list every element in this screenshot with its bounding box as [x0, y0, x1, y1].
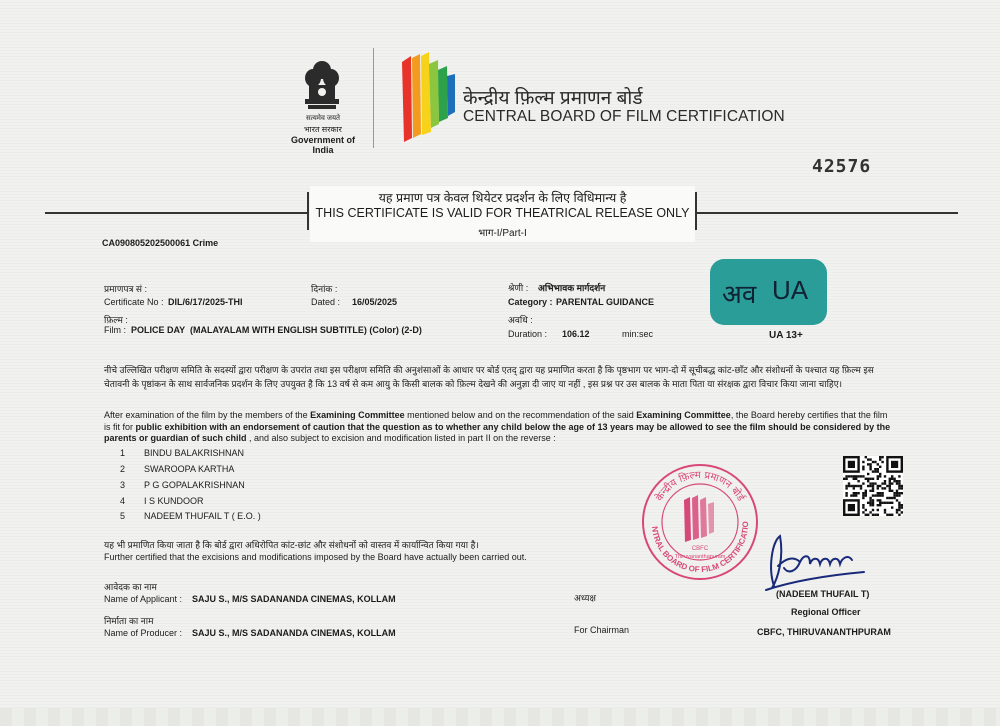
committee-name: BINDU BALAKRISHNAN [144, 448, 245, 458]
signature [760, 528, 870, 594]
banner-rule-left [45, 212, 308, 214]
duration-label: Duration : [508, 329, 548, 339]
duration-hindi: अवधि : [508, 315, 533, 325]
signatory-title: Regional Officer [791, 607, 861, 617]
body-en-3: , the Board hereby certifies that the film is fit for [104, 410, 888, 432]
committee-no: 2 [120, 464, 126, 474]
body-en-1: After examination of the film by the members of the [104, 410, 311, 420]
serial-number: 42576 [812, 156, 872, 177]
banner-rule-right [696, 212, 958, 214]
cbfc-logo [398, 52, 458, 146]
cert-no-label: Certificate No : [104, 297, 164, 307]
banner-hindi: यह प्रमाण पत्र केवल थियेटर प्रदर्शन के लिए विधिमान्य है [378, 191, 627, 205]
category-value: PARENTAL GUIDANCE [556, 297, 655, 307]
body-en-2: mentioned below and on the recommendation of the said [404, 410, 637, 420]
applicant-value: SAJU S., M/S SADANANDA CINEMAS, KOLLAM [192, 594, 396, 604]
producer-label: Name of Producer : [104, 628, 183, 638]
producer-value: SAJU S., M/S SADANANDA CINEMAS, KOLLAM [192, 628, 396, 638]
producer-hindi: निर्माता का नाम [104, 616, 154, 626]
banner-tick-right [695, 192, 697, 230]
rating-badge-english: UA [772, 275, 809, 305]
seal-center-text: CBFC [691, 546, 709, 552]
rating-badge [710, 259, 827, 325]
applicant-hindi: आवेदक का नाम [104, 582, 157, 592]
bottom-border [0, 708, 1000, 726]
qr-code[interactable] [843, 456, 903, 516]
banner-part: भाग-I/Part-I [478, 228, 527, 239]
date-hindi: दिनांक : [311, 284, 338, 294]
committee-row [118, 480, 418, 494]
committee-no: 3 [120, 480, 126, 490]
lion-capital-icon [302, 58, 342, 116]
body-en-committee-2: Examining Committee [636, 410, 731, 420]
cert-no-hindi: प्रमाणपत्र सं : [104, 284, 148, 294]
board-hindi: केन्द्रीय फ़िल्म प्रमाणन बोर्ड [463, 88, 643, 109]
date-value: 16/05/2025 [352, 297, 398, 307]
date-label: Dated : [311, 297, 341, 307]
body-en-4: , and also subject to excision and modification listed in part II on the reverse : [246, 433, 556, 443]
committee-row [118, 511, 418, 525]
committee-no: 1 [120, 448, 126, 458]
national-emblem [302, 58, 342, 118]
film-reel-logo-icon [398, 52, 458, 146]
reference-code: CA090805202500061 Crime [102, 238, 219, 248]
further-hindi: यह भी प्रमाणित किया जाता है कि बोर्ड द्वारा अधिरोपित कांट-छांट और संशोधनों को वास्तव में कार्यान्वित किया गया है। [104, 540, 479, 550]
committee-name: P G GOPALAKRISHNAN [144, 480, 245, 490]
qr-code-icon [843, 456, 903, 516]
emblem-motto: सत्यमेव जयते [305, 115, 341, 122]
committee-name: NADEEM THUFAIL T ( E.O. ) [144, 511, 261, 521]
category-label: Category : [508, 297, 553, 307]
duration-value: 106.12 [562, 329, 590, 339]
category-hindi-value: अभिभावक मार्गदर्शन [538, 283, 606, 293]
seal-bottom-text: NTRAL BOARD OF FILM CERTIFICATIO [649, 521, 751, 575]
committee-name: I S KUNDOOR [144, 496, 204, 506]
duration-unit: min:sec [622, 329, 654, 339]
cert-no-value: DIL/6/17/2025-THI [168, 297, 243, 307]
committee-name: SWAROOPA KARTHA [144, 464, 235, 474]
banner-english: THIS CERTIFICATE IS VALID FOR THEATRICAL RELEASE ONLY [315, 206, 690, 220]
film-label: Film : [104, 325, 126, 335]
committee-row [118, 496, 418, 510]
committee-row [118, 464, 418, 478]
seal-top-text: केन्द्रीय फ़िल्म प्रमाणन बोर्ड [654, 469, 746, 504]
cbfc-seal [640, 462, 760, 582]
rating-age-label: UA 13+ [769, 330, 803, 341]
rating-badge-hindi: अव [722, 279, 757, 309]
body-en-bold: public exhibition with an endorsement of caution that the question as to whether any child below the age of 13 years may be allowed to see the film should be considered by the parents or guardian of such child [104, 421, 891, 443]
committee-row [118, 448, 418, 462]
chairman-label: For Chairman [574, 625, 630, 635]
film-value: POLICE DAY (MALAYALAM WITH ENGLISH SUBTITLE) (Color) (2-D) [131, 325, 422, 335]
seal-city-text: Thiruvananthapuram [674, 554, 726, 560]
signatory-office: CBFC, THIRUVANANTHPURAM [757, 627, 891, 637]
gov-hindi: भारत सरकार [304, 125, 342, 134]
header-divider [373, 48, 374, 148]
official-seal-icon [640, 462, 760, 582]
film-hindi: फ़िल्म : [104, 315, 128, 325]
chairman-hindi: अध्यक्ष [574, 593, 596, 603]
body-en-committee-1: Examining Committee [310, 410, 405, 420]
committee-no: 5 [120, 511, 126, 521]
committee-no: 4 [120, 496, 126, 506]
category-hindi-label: श्रेणी : [508, 283, 529, 293]
further-english: Further certified that the excisions and modifications imposed by the Board have actually been carried out. [104, 552, 527, 562]
gov-english: Government of India [290, 135, 355, 155]
handwritten-signature-icon [760, 528, 870, 594]
banner-tick-left [307, 192, 309, 230]
board-english: CENTRAL BOARD OF FILM CERTIFICATION [463, 108, 785, 125]
body-hindi-paragraph: नीचे उल्लिखित परीक्षण समिति के सदस्यों द्वारा परीक्षण के उपरांत तथा इस परीक्षण समिति की अनुशंसाओं के आधार पर बोर्ड एतद् द्वारा यह प्रमाणित करता है कि पृष्ठभाग पर भाग-दो में सूचीबद्ध कांट-छाँट और संशोधनों के पश्चात यह फ़िल्म इस चेतावनी के पृष्ठांकन के साथ सार्वजनिक प्रदर्शन के लिए उपयुक्त है कि 13 वर्ष से कम आयु के किसी बालक को फ़िल्म देखने की अनुज्ञा दी जाए या नहीं , इस प्रश्न पर उस बालक के माता पिता या संरक्षक द्वारा विचार किया जाना चाहिए। [104, 365, 874, 389]
body-english-paragraph [104, 410, 896, 445]
applicant-label: Name of Applicant : [104, 594, 183, 604]
signatory-name: (NADEEM THUFAIL T) [776, 589, 870, 599]
